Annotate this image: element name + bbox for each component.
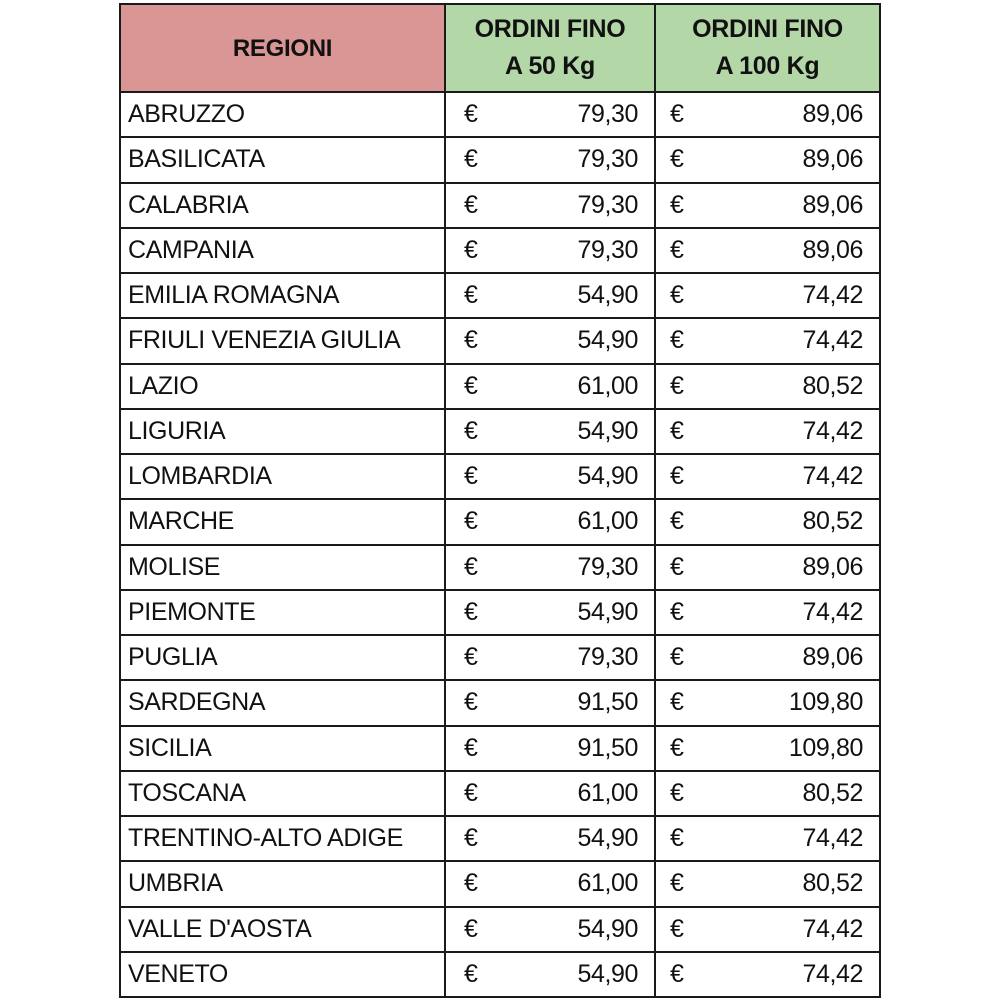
price-50kg-cell (445, 545, 655, 590)
region-cell (120, 409, 445, 454)
price-50kg-cell (445, 409, 655, 454)
region-cell (120, 92, 445, 137)
euro-currency-icon: € (670, 100, 684, 129)
price-100kg-value: 109,80 (788, 733, 863, 762)
price-50kg-value: 79,30 (577, 235, 638, 264)
price-50kg-value: 54,90 (577, 416, 638, 445)
price-100kg-value: 89,06 (802, 190, 863, 219)
price-50kg-value: 54,90 (577, 462, 638, 491)
price-100kg-cell (655, 907, 880, 952)
table-row (120, 816, 880, 861)
price-100kg-cell (655, 92, 880, 137)
price-50kg-cell (445, 499, 655, 544)
euro-currency-icon: € (670, 326, 684, 355)
price-50kg-value: 61,00 (577, 869, 638, 898)
region-name: VENETO (128, 959, 228, 988)
euro-currency-icon: € (464, 235, 478, 264)
region-name: MOLISE (128, 552, 221, 581)
region-cell (120, 228, 445, 273)
table-row (120, 183, 880, 228)
price-100kg-value: 74,42 (802, 597, 863, 626)
euro-currency-icon: € (670, 869, 684, 898)
euro-currency-icon: € (464, 959, 478, 988)
euro-currency-icon: € (670, 914, 684, 943)
price-50kg-value: 61,00 (577, 778, 638, 807)
region-cell (120, 635, 445, 680)
euro-currency-icon: € (464, 416, 478, 445)
header-50kg-line2: A 50 Kg (504, 52, 596, 80)
price-50kg-cell (445, 318, 655, 363)
price-100kg-cell (655, 409, 880, 454)
header-regions-label: REGIONI (232, 34, 333, 62)
region-name: TOSCANA (128, 778, 246, 807)
region-name: MARCHE (128, 507, 234, 536)
euro-currency-icon: € (670, 145, 684, 174)
price-100kg-cell (655, 545, 880, 590)
price-100kg-value: 74,42 (802, 281, 863, 310)
region-cell (120, 454, 445, 499)
price-50kg-cell (445, 183, 655, 228)
price-100kg-value: 89,06 (802, 643, 863, 672)
region-name: ABRUZZO (128, 100, 245, 129)
price-50kg-value: 91,50 (577, 688, 638, 717)
price-50kg-value: 54,90 (577, 914, 638, 943)
euro-currency-icon: € (464, 507, 478, 536)
table-row (120, 907, 880, 952)
price-100kg-cell (655, 635, 880, 680)
region-name: LAZIO (128, 371, 199, 400)
euro-currency-icon: € (670, 597, 684, 626)
euro-currency-icon: € (670, 281, 684, 310)
price-50kg-value: 79,30 (577, 145, 638, 174)
euro-currency-icon: € (464, 597, 478, 626)
header-orders-up-to-50kg (445, 4, 655, 92)
region-name: TRENTINO-ALTO ADIGE (128, 824, 403, 853)
euro-currency-icon: € (670, 643, 684, 672)
euro-currency-icon: € (670, 507, 684, 536)
region-name: SARDEGNA (128, 688, 266, 717)
region-cell (120, 499, 445, 544)
table-header (120, 4, 880, 92)
price-100kg-cell (655, 228, 880, 273)
table-row (120, 137, 880, 182)
region-cell (120, 816, 445, 861)
price-100kg-value: 74,42 (802, 462, 863, 491)
price-50kg-cell (445, 137, 655, 182)
price-50kg-cell (445, 364, 655, 409)
table-row (120, 590, 880, 635)
price-50kg-cell (445, 907, 655, 952)
header-regions (120, 4, 445, 92)
price-50kg-value: 79,30 (577, 100, 638, 129)
euro-currency-icon: € (670, 733, 684, 762)
price-100kg-cell (655, 680, 880, 725)
region-name: FRIULI VENEZIA GIULIA (128, 326, 401, 355)
price-50kg-value: 61,00 (577, 507, 638, 536)
region-name: UMBRIA (128, 869, 223, 898)
region-name: BASILICATA (128, 145, 265, 174)
euro-currency-icon: € (464, 100, 478, 129)
header-100kg-line2: A 100 Kg (715, 52, 820, 80)
price-50kg-value: 91,50 (577, 733, 638, 762)
region-name: VALLE D'AOSTA (128, 914, 312, 943)
table-row (120, 952, 880, 997)
price-100kg-value: 89,06 (802, 235, 863, 264)
price-100kg-value: 80,52 (802, 778, 863, 807)
region-cell (120, 545, 445, 590)
price-100kg-cell (655, 952, 880, 997)
region-cell (120, 907, 445, 952)
euro-currency-icon: € (464, 326, 478, 355)
euro-currency-icon: € (464, 733, 478, 762)
price-50kg-cell (445, 771, 655, 816)
region-name: PIEMONTE (128, 597, 256, 626)
price-100kg-cell (655, 499, 880, 544)
table-row (120, 545, 880, 590)
region-cell (120, 861, 445, 906)
price-50kg-cell (445, 726, 655, 771)
header-row (120, 4, 880, 92)
header-orders-up-to-100kg (655, 4, 880, 92)
price-100kg-cell (655, 816, 880, 861)
price-50kg-cell (445, 861, 655, 906)
price-100kg-cell (655, 137, 880, 182)
region-cell (120, 952, 445, 997)
table-row (120, 92, 880, 137)
euro-currency-icon: € (464, 778, 478, 807)
euro-currency-icon: € (464, 688, 478, 717)
price-100kg-cell (655, 183, 880, 228)
price-50kg-value: 61,00 (577, 371, 638, 400)
price-100kg-value: 109,80 (788, 688, 863, 717)
region-name: CAMPANIA (128, 235, 254, 264)
price-50kg-cell (445, 273, 655, 318)
price-50kg-cell (445, 816, 655, 861)
table-row (120, 228, 880, 273)
region-cell (120, 137, 445, 182)
price-50kg-value: 79,30 (577, 643, 638, 672)
price-50kg-value: 54,90 (577, 281, 638, 310)
price-50kg-value: 54,90 (577, 326, 638, 355)
price-50kg-value: 54,90 (577, 959, 638, 988)
price-100kg-cell (655, 726, 880, 771)
table-row (120, 454, 880, 499)
price-100kg-value: 80,52 (802, 371, 863, 400)
region-name: CALABRIA (128, 190, 249, 219)
price-100kg-value: 74,42 (802, 416, 863, 445)
price-100kg-cell (655, 273, 880, 318)
euro-currency-icon: € (464, 914, 478, 943)
price-50kg-cell (445, 635, 655, 680)
table-row (120, 680, 880, 725)
price-100kg-value: 80,52 (802, 507, 863, 536)
table-row (120, 364, 880, 409)
euro-currency-icon: € (670, 959, 684, 988)
table-row (120, 499, 880, 544)
price-100kg-cell (655, 364, 880, 409)
price-100kg-value: 74,42 (802, 959, 863, 988)
euro-currency-icon: € (670, 824, 684, 853)
region-cell (120, 273, 445, 318)
region-name: PUGLIA (128, 643, 218, 672)
euro-currency-icon: € (670, 462, 684, 491)
price-50kg-cell (445, 590, 655, 635)
price-100kg-cell (655, 771, 880, 816)
euro-currency-icon: € (464, 869, 478, 898)
euro-currency-icon: € (670, 688, 684, 717)
region-cell (120, 771, 445, 816)
price-50kg-cell (445, 228, 655, 273)
region-cell (120, 183, 445, 228)
price-50kg-value: 54,90 (577, 824, 638, 853)
price-100kg-value: 80,52 (802, 869, 863, 898)
euro-currency-icon: € (670, 778, 684, 807)
euro-currency-icon: € (670, 416, 684, 445)
table-row (120, 409, 880, 454)
euro-currency-icon: € (670, 371, 684, 400)
region-name: EMILIA ROMAGNA (128, 281, 340, 310)
price-100kg-value: 74,42 (802, 914, 863, 943)
price-100kg-cell (655, 318, 880, 363)
region-name: SICILIA (128, 733, 212, 762)
price-100kg-cell (655, 454, 880, 499)
table-row (120, 771, 880, 816)
price-50kg-cell (445, 92, 655, 137)
region-cell (120, 680, 445, 725)
euro-currency-icon: € (464, 371, 478, 400)
region-cell (120, 726, 445, 771)
table-row (120, 273, 880, 318)
price-50kg-value: 54,90 (577, 597, 638, 626)
price-50kg-cell (445, 952, 655, 997)
price-50kg-value: 79,30 (577, 552, 638, 581)
price-100kg-cell (655, 861, 880, 906)
region-name: LIGURIA (128, 416, 226, 445)
table-row (120, 635, 880, 680)
euro-currency-icon: € (670, 552, 684, 581)
header-50kg-line1: ORDINI FINO (474, 15, 626, 43)
price-100kg-value: 74,42 (802, 824, 863, 853)
region-name: LOMBARDIA (128, 462, 272, 491)
price-100kg-value: 89,06 (802, 552, 863, 581)
table-row (120, 726, 880, 771)
price-50kg-cell (445, 680, 655, 725)
euro-currency-icon: € (464, 824, 478, 853)
price-100kg-value: 89,06 (802, 145, 863, 174)
price-50kg-value: 79,30 (577, 190, 638, 219)
shipping-price-table (119, 3, 881, 998)
euro-currency-icon: € (464, 462, 478, 491)
price-100kg-value: 89,06 (802, 100, 863, 129)
price-100kg-value: 74,42 (802, 326, 863, 355)
price-50kg-cell (445, 454, 655, 499)
table-body (120, 92, 880, 997)
region-cell (120, 364, 445, 409)
euro-currency-icon: € (670, 190, 684, 219)
euro-currency-icon: € (464, 281, 478, 310)
euro-currency-icon: € (464, 643, 478, 672)
price-100kg-cell (655, 590, 880, 635)
euro-currency-icon: € (670, 235, 684, 264)
table-row (120, 861, 880, 906)
region-cell (120, 590, 445, 635)
euro-currency-icon: € (464, 145, 478, 174)
region-cell (120, 318, 445, 363)
euro-currency-icon: € (464, 552, 478, 581)
header-100kg-line1: ORDINI FINO (692, 15, 843, 43)
table-row (120, 318, 880, 363)
euro-currency-icon: € (464, 190, 478, 219)
